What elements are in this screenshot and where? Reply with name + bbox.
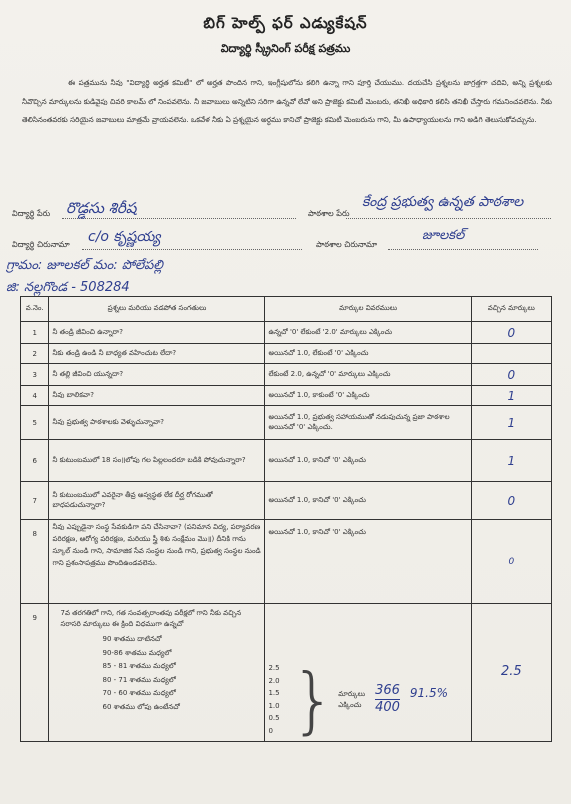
header-serial: వ.నెం. <box>21 297 49 322</box>
row-details: లేకుంటే 2.0, ఉన్నచో '0' మార్కులు ఎక్కించు <box>265 364 471 386</box>
school-address-label: పాఠశాల చిరునామా <box>316 240 377 249</box>
points-item: 2.0 <box>268 676 280 685</box>
header-question: ప్రశ్నలు మరియు వడపోత సంగతులు <box>49 297 265 322</box>
row-marks: 0 <box>471 322 551 344</box>
row-details: అయినచో 1.0, కానిచో '0' ఎక్కించు <box>265 482 471 520</box>
student-name-label: విద్యార్థి పేరు <box>12 209 51 218</box>
points-cell <box>265 604 471 742</box>
district-line: జి: నల్లగొండ - 508284 <box>6 280 130 295</box>
row-number: 5 <box>21 406 49 440</box>
row-marks: 0 <box>471 364 551 386</box>
score-fraction <box>375 683 400 716</box>
row-details: అయినచో 1.0, కాకుంటే '0' ఎక్కించు <box>265 386 471 406</box>
row-number: 8 <box>21 520 49 604</box>
student-address-line <box>82 249 302 250</box>
row-number: 1 <box>21 322 49 344</box>
document-subtitle: విద్యార్థి స్క్రీనింగ్ పరీక్ష పత్రము <box>220 42 351 55</box>
row-marks: 1 <box>471 440 551 482</box>
row-marks: 1 <box>471 386 551 406</box>
table-row <box>21 364 552 386</box>
row-question: 7వ తరగతిలో గాని, గత సంవత్సరాంతపు పరీక్షలో గాని నీకు వచ్చిన సరాసరి మార్కులు ఈ క్రింది విధముగా ఉన్నచో <box>60 609 242 628</box>
marks-label-2: ఎక్కించు <box>338 700 362 709</box>
row-question: నీవు ఎప్పుడైనా సంస్థ సేవకుడిగా పని చేసినావా? (పనిమాన విద్య, పర్యావరణ పరిరక్షణ, ఆరోగ్య పరిరక్షణ, మరియు స్త్రీ శిశు సంక్షేమం మొ॥) దీనికి గాను స్కూల్ నుండి గాని, సామాజిక సేవ సంస్థల నుండి గాని, ప్రభుత్వ సంస్థల నుండి గాని ప్రశంసాపత్రము పొందిఉండవలెను. <box>49 520 265 604</box>
row-marks: 0 <box>471 520 551 604</box>
points-block <box>268 657 467 742</box>
school-address-value: జూలకల్ <box>422 228 465 243</box>
row-marks: 2.5 <box>471 604 551 742</box>
document-title: బిగ్ హెల్ప్ ఫర్ ఎడ్యుకేషన్ <box>203 14 368 32</box>
table-row <box>21 386 552 406</box>
row-number: 4 <box>21 386 49 406</box>
range-item: 60 శాతము లోపు ఉంటేనచో <box>102 702 180 711</box>
score-denominator: 400 <box>375 700 400 715</box>
points-list <box>268 662 290 737</box>
student-address-value: c/o కృష్ణయ్య <box>88 229 161 245</box>
score-numerator: 366 <box>375 683 400 698</box>
points-item: 1.0 <box>268 701 280 710</box>
header-marks: వచ్చిన మార్కులు <box>471 297 551 322</box>
row-marks: 0 <box>471 482 551 520</box>
school-address-line <box>388 249 538 250</box>
points-item: 0 <box>268 726 273 735</box>
range-item: 80 - 71 శాతము మధ్యలో <box>102 675 176 684</box>
row-number: 9 <box>21 604 49 742</box>
row-question-cell <box>49 604 265 742</box>
row-number: 7 <box>21 482 49 520</box>
header-details: మార్కుల వివరములు <box>265 297 471 322</box>
intro-paragraph: ఈ పత్రమును నీవు "విద్యార్థి అర్హత కమిటీ" లో అర్హత పొందిన గాని, ఇంగ్లీషులోను కలిగి ఉన్నా గాని పూర్తి చేయుము. దయచేసి ప్రశ్నలను జాగ్రత్తగా చదివి, అన్ని ప్రశ్నలకు నీవొచ్చిన మార్కులను కుడివైపు చివరి కాలమ్ లో నింపవలెను. నీ జవాబులు అన్నిటిని సరిగా ఉన్నవో లేవో అని ప్రాజెక్టు కమిటీ మెంబరు, తనిఖీ అధికారి కలిసి తనిఖీ చేస్తారు గమనించవలెను. నీకు తెలిసినంతవరకు సరియైన జవాబులు మాత్రమే వ్రాయవలెను. ఒకవేళ నీకు ఏ ప్రశ్నయైన అర్థము కానిచో ప్రాజెక్టు కమిటీ మెంబరును గాని, మీ ఉపాధ్యాయులను గాని అడిగి తెలుసుకోవచ్చును. <box>22 78 552 124</box>
table-row <box>21 344 552 364</box>
row-question: నీ కుటుంబములో ఎవరైనా తీవ్ర అస్వస్థత లేక దీర్ఘ రోగముతో బాధపడుచున్నారా? <box>49 482 265 520</box>
student-name-value: రొడ్డసు శిరీష <box>66 199 137 217</box>
row-number: 6 <box>21 440 49 482</box>
school-name-label: పాఠశాల పేరు <box>308 209 350 218</box>
row-marks: 1 <box>471 406 551 440</box>
row-question: నీవు బాలికవా? <box>49 386 265 406</box>
marks-label <box>338 689 365 711</box>
table-header-row <box>21 297 552 322</box>
row-number: 2 <box>21 344 49 364</box>
row-question: నీ తల్లి జీవించి యున్నదా? <box>49 364 265 386</box>
table-row <box>21 604 552 742</box>
row-number: 3 <box>21 364 49 386</box>
range-item: 85 - 81 శాతము మధ్యలో <box>102 662 176 670</box>
brace-icon: } <box>290 657 337 742</box>
range-item: 90 శాతము దాటినచో <box>102 635 162 643</box>
points-item: 2.5 <box>268 664 280 672</box>
range-item: 70 - 60 శాతము మధ్యలో <box>102 689 176 697</box>
range-list <box>52 633 261 714</box>
school-name-line <box>346 218 551 219</box>
table-row <box>21 440 552 482</box>
row-marks <box>471 344 551 364</box>
marks-label-1: మార్కులు <box>338 689 366 698</box>
score-percent: 91.5% <box>409 685 449 700</box>
table-row <box>21 322 552 344</box>
row-question: నీకు తండ్రి ఉండి నీ బాధ్యత వహించుట లేదా? <box>49 344 265 364</box>
village-line: గ్రామం: జూలకల్ మం: పోలేపల్లి <box>6 258 163 273</box>
row-details: అయినచో 1.0, లేకుంటే '0' ఎక్కించు <box>265 344 471 364</box>
range-item: 90-86 శాతము మధ్యలో <box>102 648 172 657</box>
student-address-label: విద్యార్థి చిరునామా <box>12 240 70 249</box>
row-question: నీవు ప్రభుత్వ పాఠశాలకు వెళ్ళుచున్నావా? <box>49 406 265 440</box>
row-details: అయినచో 1.0, ప్రభుత్వ సహాయముతో నడుపుచున్న ప్రజా పాఠశాల అయినచో '0' ఎక్కించు. <box>265 406 471 440</box>
points-item: 0.5 <box>268 714 280 722</box>
school-name-value: కేంద్ర ప్రభుత్వ ఉన్నత పాఠశాల <box>362 194 524 210</box>
row-question: నీ కుటుంబములో 18 సం॥లోపు గల పిల్లలందరూ బడికి పోవుచున్నారా? <box>49 440 265 482</box>
points-item: 1.5 <box>268 689 280 697</box>
table-row <box>21 406 552 440</box>
screening-table <box>20 296 552 742</box>
table-row <box>21 482 552 520</box>
row-question: నీ తండ్రి జీవించి ఉన్నారా? <box>49 322 265 344</box>
row-details: ఉన్నచో '0' లేకుంటే '2.0' మార్కులు ఎక్కించు <box>265 322 471 344</box>
table-row <box>21 520 552 604</box>
row-details: అయినచో 1.0, కానిచో '0' ఎక్కించు <box>265 440 471 482</box>
row-details: అయినచో 1.0, కానిచో '0' ఎక్కించు <box>265 520 471 604</box>
